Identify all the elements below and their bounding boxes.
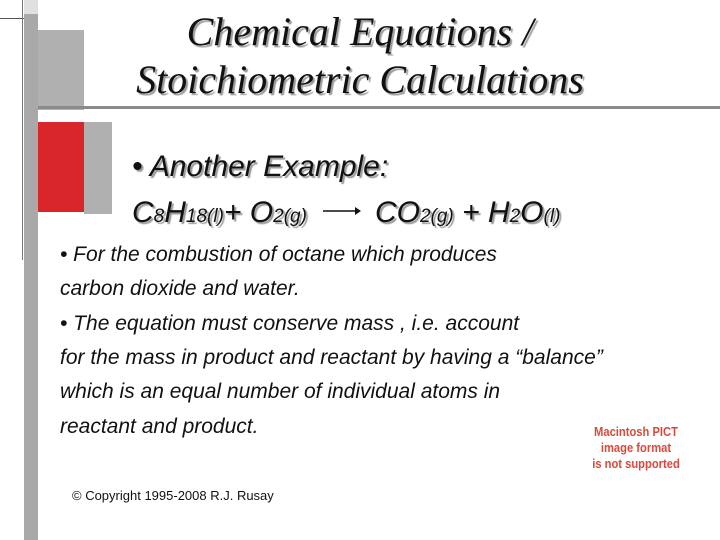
left-bar-highlight (24, 0, 38, 14)
gray-accent-block-lower (84, 122, 112, 214)
pict-notice-line3: is not supported (592, 456, 680, 471)
body-line-2: carbon dioxide and water. (60, 277, 300, 300)
eq-plus-h: + H (453, 196, 510, 229)
eq-c: C (132, 196, 154, 229)
eq-co: CO (374, 196, 420, 229)
chemical-equation: C 8 H 18(l) + O 2(g) CO 2(g) + H 2 O (l) (132, 196, 561, 229)
body-line-1: • For the combustion of octane which produces (60, 243, 497, 266)
pict-notice-line1: Macintosh PICT (594, 424, 678, 439)
example-heading: • Another Example: (132, 150, 389, 183)
top-rule (0, 18, 24, 19)
title-rule (38, 106, 720, 109)
unsupported-image-notice (591, 424, 680, 472)
body-line-4: for the mass in product and reactant by having a “balance” (60, 346, 603, 369)
eq-plus-o: + O (223, 196, 274, 229)
reaction-arrow-icon (321, 194, 361, 212)
body-line-3: • The equation must conserve mass , i.e. account (60, 312, 520, 335)
eq-o: O (520, 196, 544, 229)
copyright-notice: © Copyright 1995-2008 R.J. Rusay (72, 488, 274, 503)
left-gray-bar (24, 0, 38, 540)
eq-h: H (164, 196, 186, 229)
vertical-rule (22, 0, 23, 260)
body-line-6: reactant and product. (60, 415, 259, 438)
red-accent-block (38, 122, 84, 212)
pict-notice-line2: image format (600, 440, 672, 455)
body-line-5: which is an equal number of individual atoms in (60, 380, 501, 403)
slide-title-line1: Chemical Equations / (186, 9, 534, 54)
slide-title-line2: Stoichiometric Calculations (136, 57, 584, 102)
